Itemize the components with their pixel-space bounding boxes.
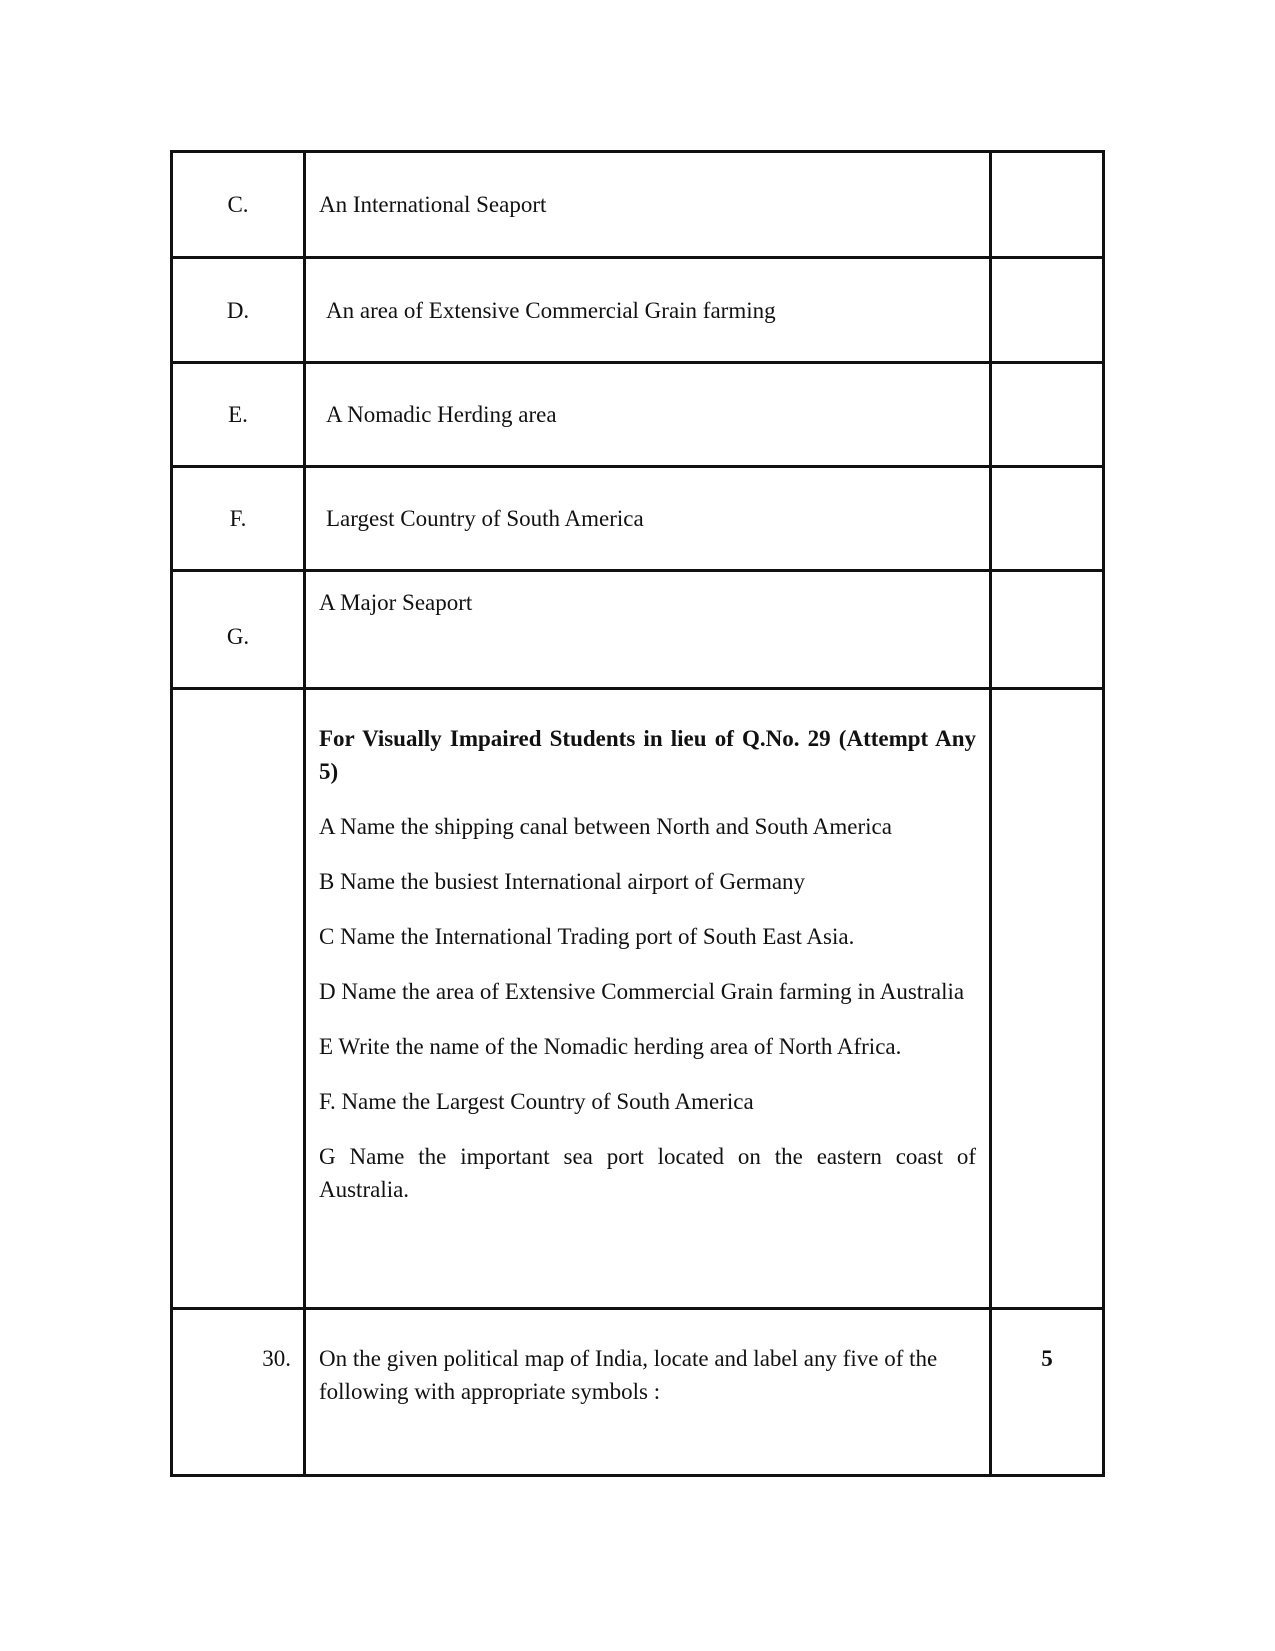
row-label: D. — [172, 258, 305, 363]
table-row — [172, 571, 1104, 689]
row-label: G. — [172, 571, 305, 689]
vi-question-f: F. Name the Largest Country of South America — [319, 1089, 754, 1114]
row-text — [305, 258, 991, 363]
question-number: 30. — [172, 1309, 305, 1476]
row-marks — [991, 571, 1104, 689]
row-marks — [991, 152, 1104, 258]
visually-impaired-row — [172, 689, 1104, 1309]
question-table — [170, 150, 1105, 1477]
row-label: E. — [172, 363, 305, 467]
vi-question-b: B Name the busiest International airport of Germany — [319, 869, 806, 894]
vi-question-e: E Write the name of the Nomadic herding area of North Africa. — [319, 1034, 902, 1059]
table-row — [172, 258, 1104, 363]
table-row — [172, 152, 1104, 258]
row-text-content: A Nomadic Herding area — [326, 402, 557, 427]
visually-impaired-heading: For Visually Impaired Students in lieu of Q.No. 29 (Attempt Any 5) — [319, 726, 976, 784]
row-label: C. — [172, 152, 305, 258]
vi-question-d: D Name the area of Extensive Commercial Grain farming in Australia — [319, 979, 965, 1004]
visually-impaired-section — [305, 689, 991, 1309]
vi-question-c: C Name the International Trading port of South East Asia. — [319, 924, 855, 949]
vi-question-g: G Name the important sea port located on the eastern coast of Australia. — [319, 1144, 976, 1202]
table-row — [172, 467, 1104, 571]
vi-question-a: A Name the shipping canal between North and South America — [319, 814, 892, 839]
row-text: An International Seaport — [305, 152, 991, 258]
table-row — [172, 363, 1104, 467]
row-text — [305, 467, 991, 571]
row-text: A Major Seaport — [305, 571, 991, 689]
row-text-content: An area of Extensive Commercial Grain farming — [326, 297, 776, 323]
row-marks — [991, 363, 1104, 467]
empty-cell — [172, 689, 305, 1309]
question-30-row — [172, 1309, 1104, 1476]
row-text — [305, 363, 991, 467]
empty-cell — [991, 689, 1104, 1309]
row-marks — [991, 467, 1104, 571]
row-label: F. — [172, 467, 305, 571]
question-marks: 5 — [991, 1309, 1104, 1476]
row-text-content: Largest Country of South America — [326, 506, 644, 531]
row-marks — [991, 258, 1104, 363]
question-text: On the given political map of India, locate and label any five of the following with appropriate symbols : — [305, 1309, 991, 1476]
